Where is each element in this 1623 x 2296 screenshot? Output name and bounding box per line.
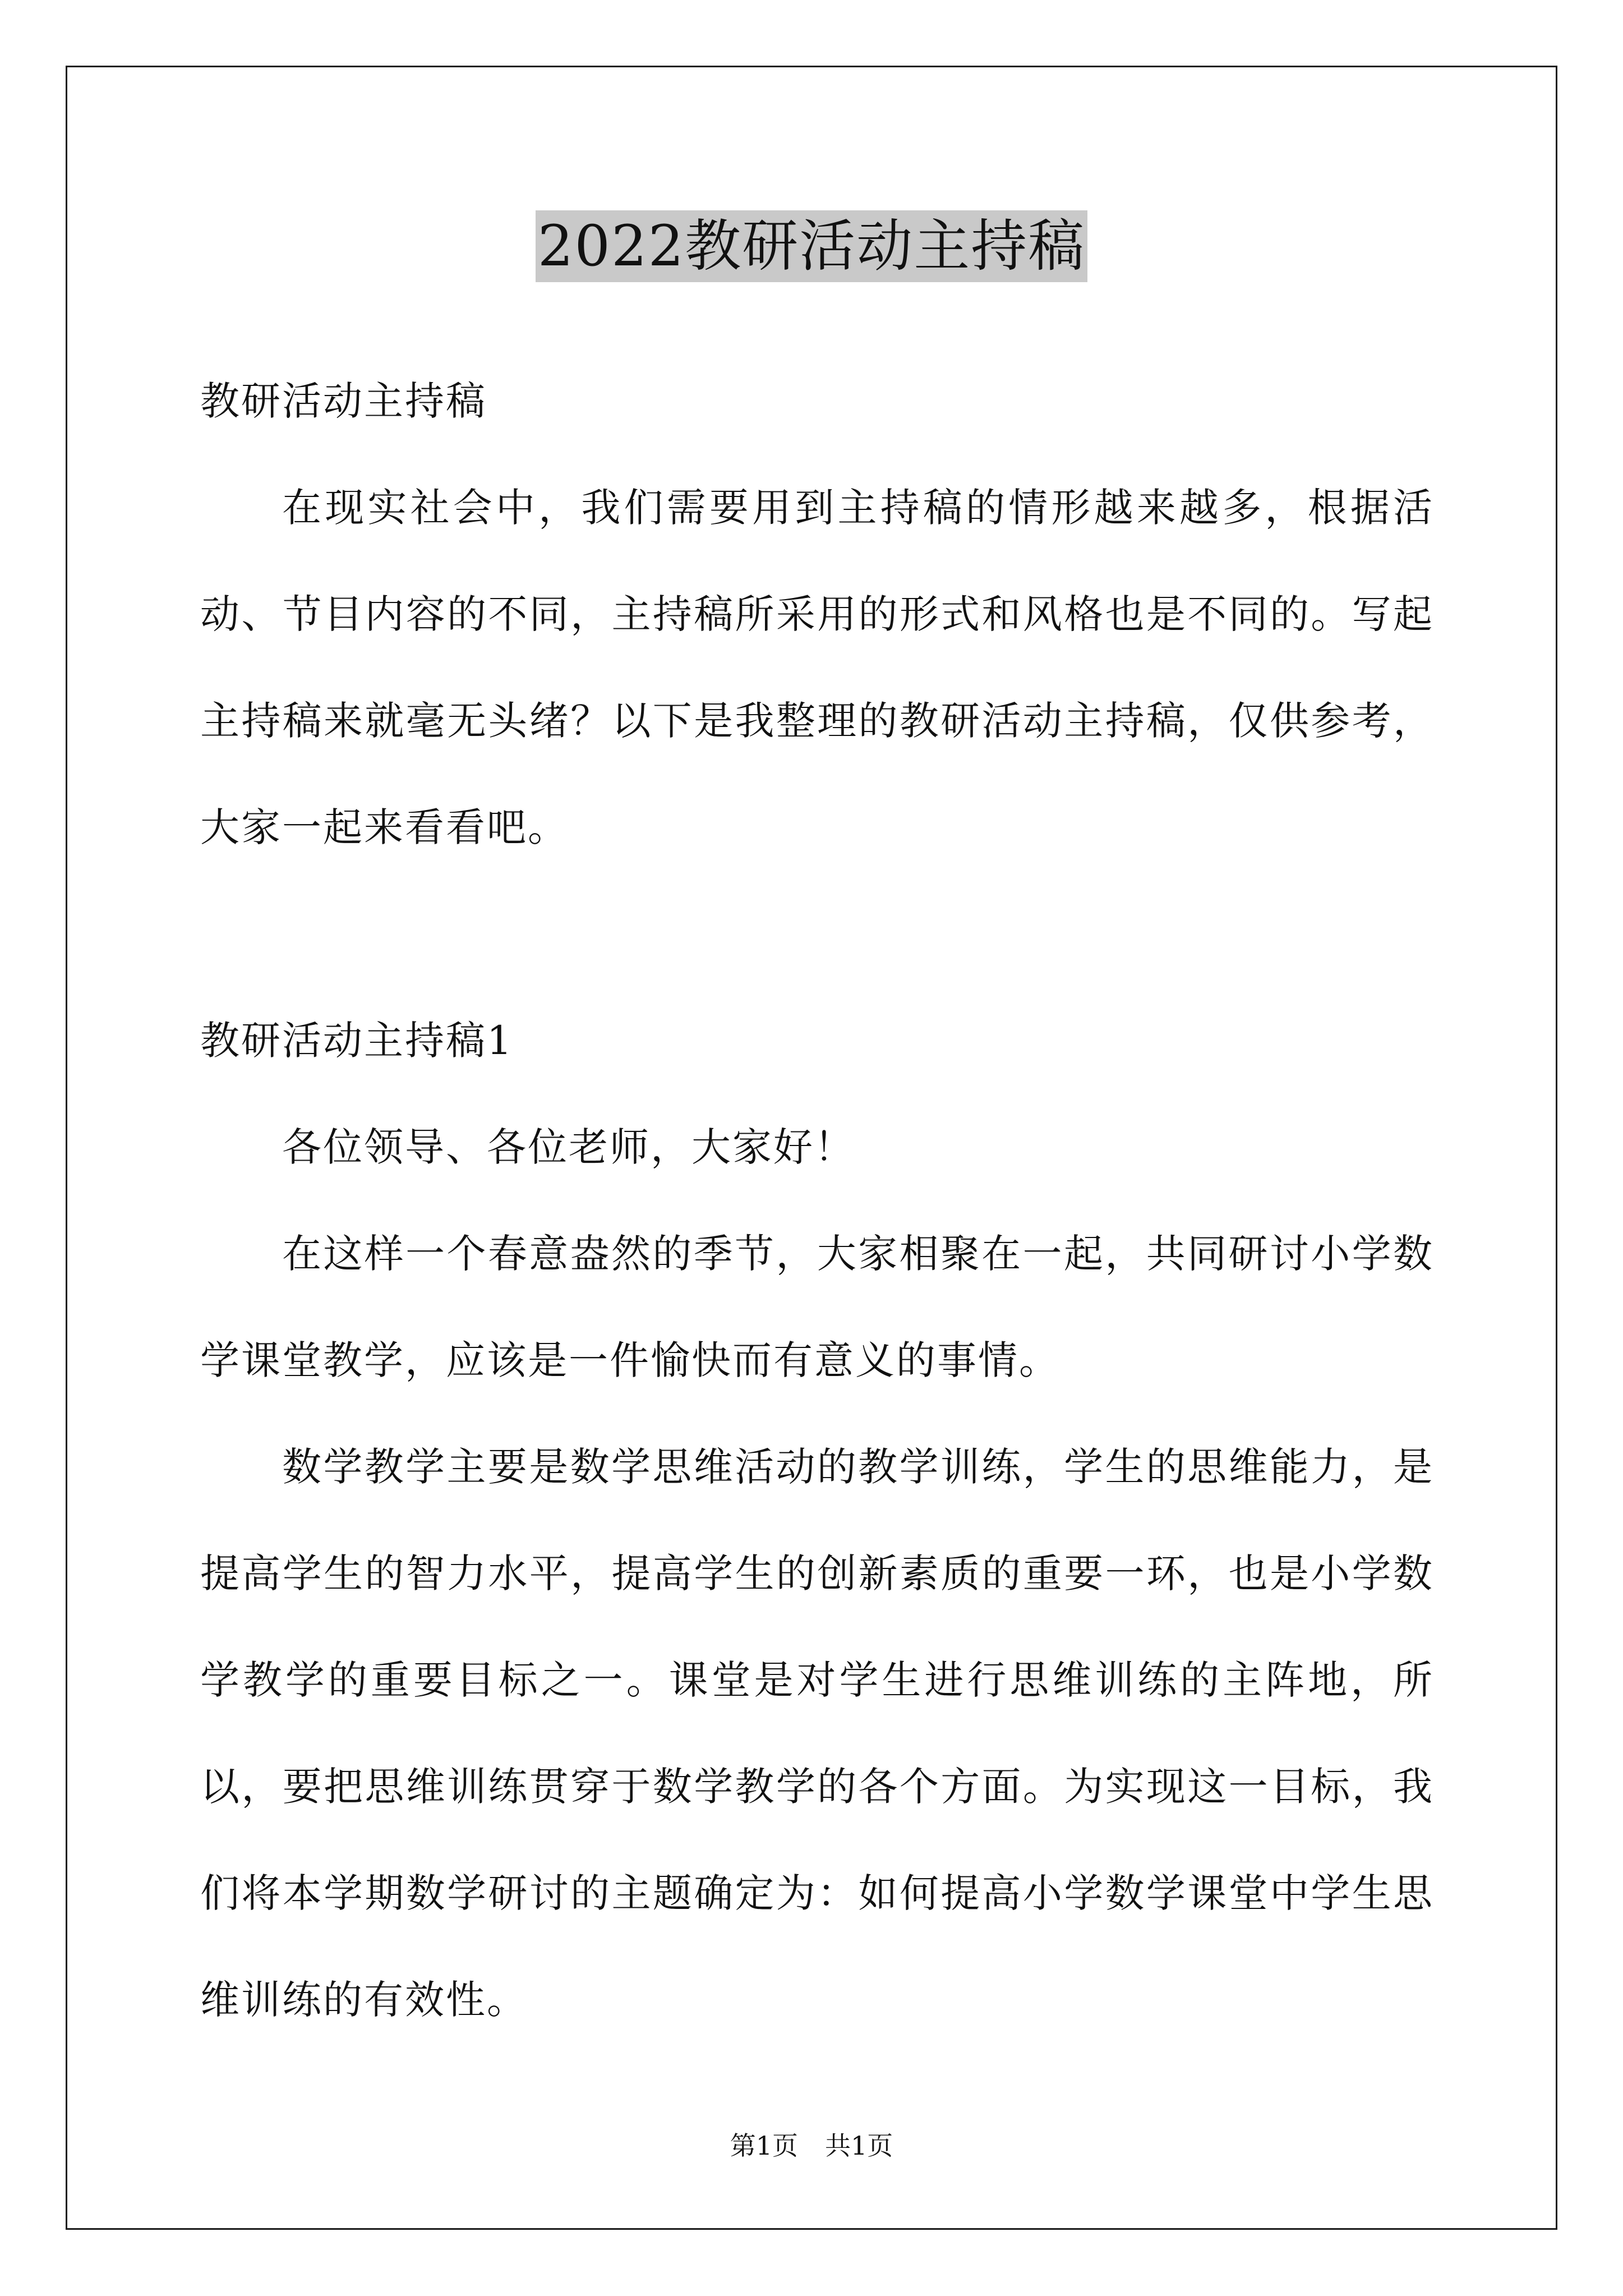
page-number: 第1页: [730, 2131, 798, 2161]
section-spacer: [200, 881, 1434, 987]
intro-heading: 教研活动主持稿: [200, 378, 487, 424]
page-footer: [0, 2129, 1623, 2162]
document-body: [200, 348, 1434, 2053]
body-paragraph: 在这样一个春意盎然的季节，大家相聚在一起，共同研讨小学数学课堂教学，应该是一件愉快而有意义的事情。: [200, 1231, 1434, 1383]
body-paragraph: 数学教学主要是数学思维活动的教学训练，学生的思维能力，是提高学生的智力水平，提高学生的创新素质的重要一环，也是小学数学教学的重要目标之一。课堂是对学生进行思维训练的主阵地，所以，要把思维训练贯穿于数学教学的各个方面。为实现这一目标，我们将本学期数学研讨的主题确定为：如何提高小学数学课堂中学生思维训练的有效性。: [200, 1444, 1434, 2023]
document-title: 2022教研活动主持稿: [536, 210, 1088, 282]
greeting-paragraph: 各位领导、各位老师，大家好！: [282, 1124, 855, 1170]
title-container: [0, 210, 1623, 282]
intro-paragraph: 在现实社会中，我们需要用到主持稿的情形越来越多，根据活动、节目内容的不同，主持稿所采用的形式和风格也是不同的。写起主持稿来就毫无头绪？以下是我整理的教研活动主持稿，仅供参考，大家一起来看看吧。: [200, 485, 1434, 850]
page-count: 共1页: [825, 2131, 893, 2161]
section1-heading: 教研活动主持稿1: [200, 1018, 514, 1064]
